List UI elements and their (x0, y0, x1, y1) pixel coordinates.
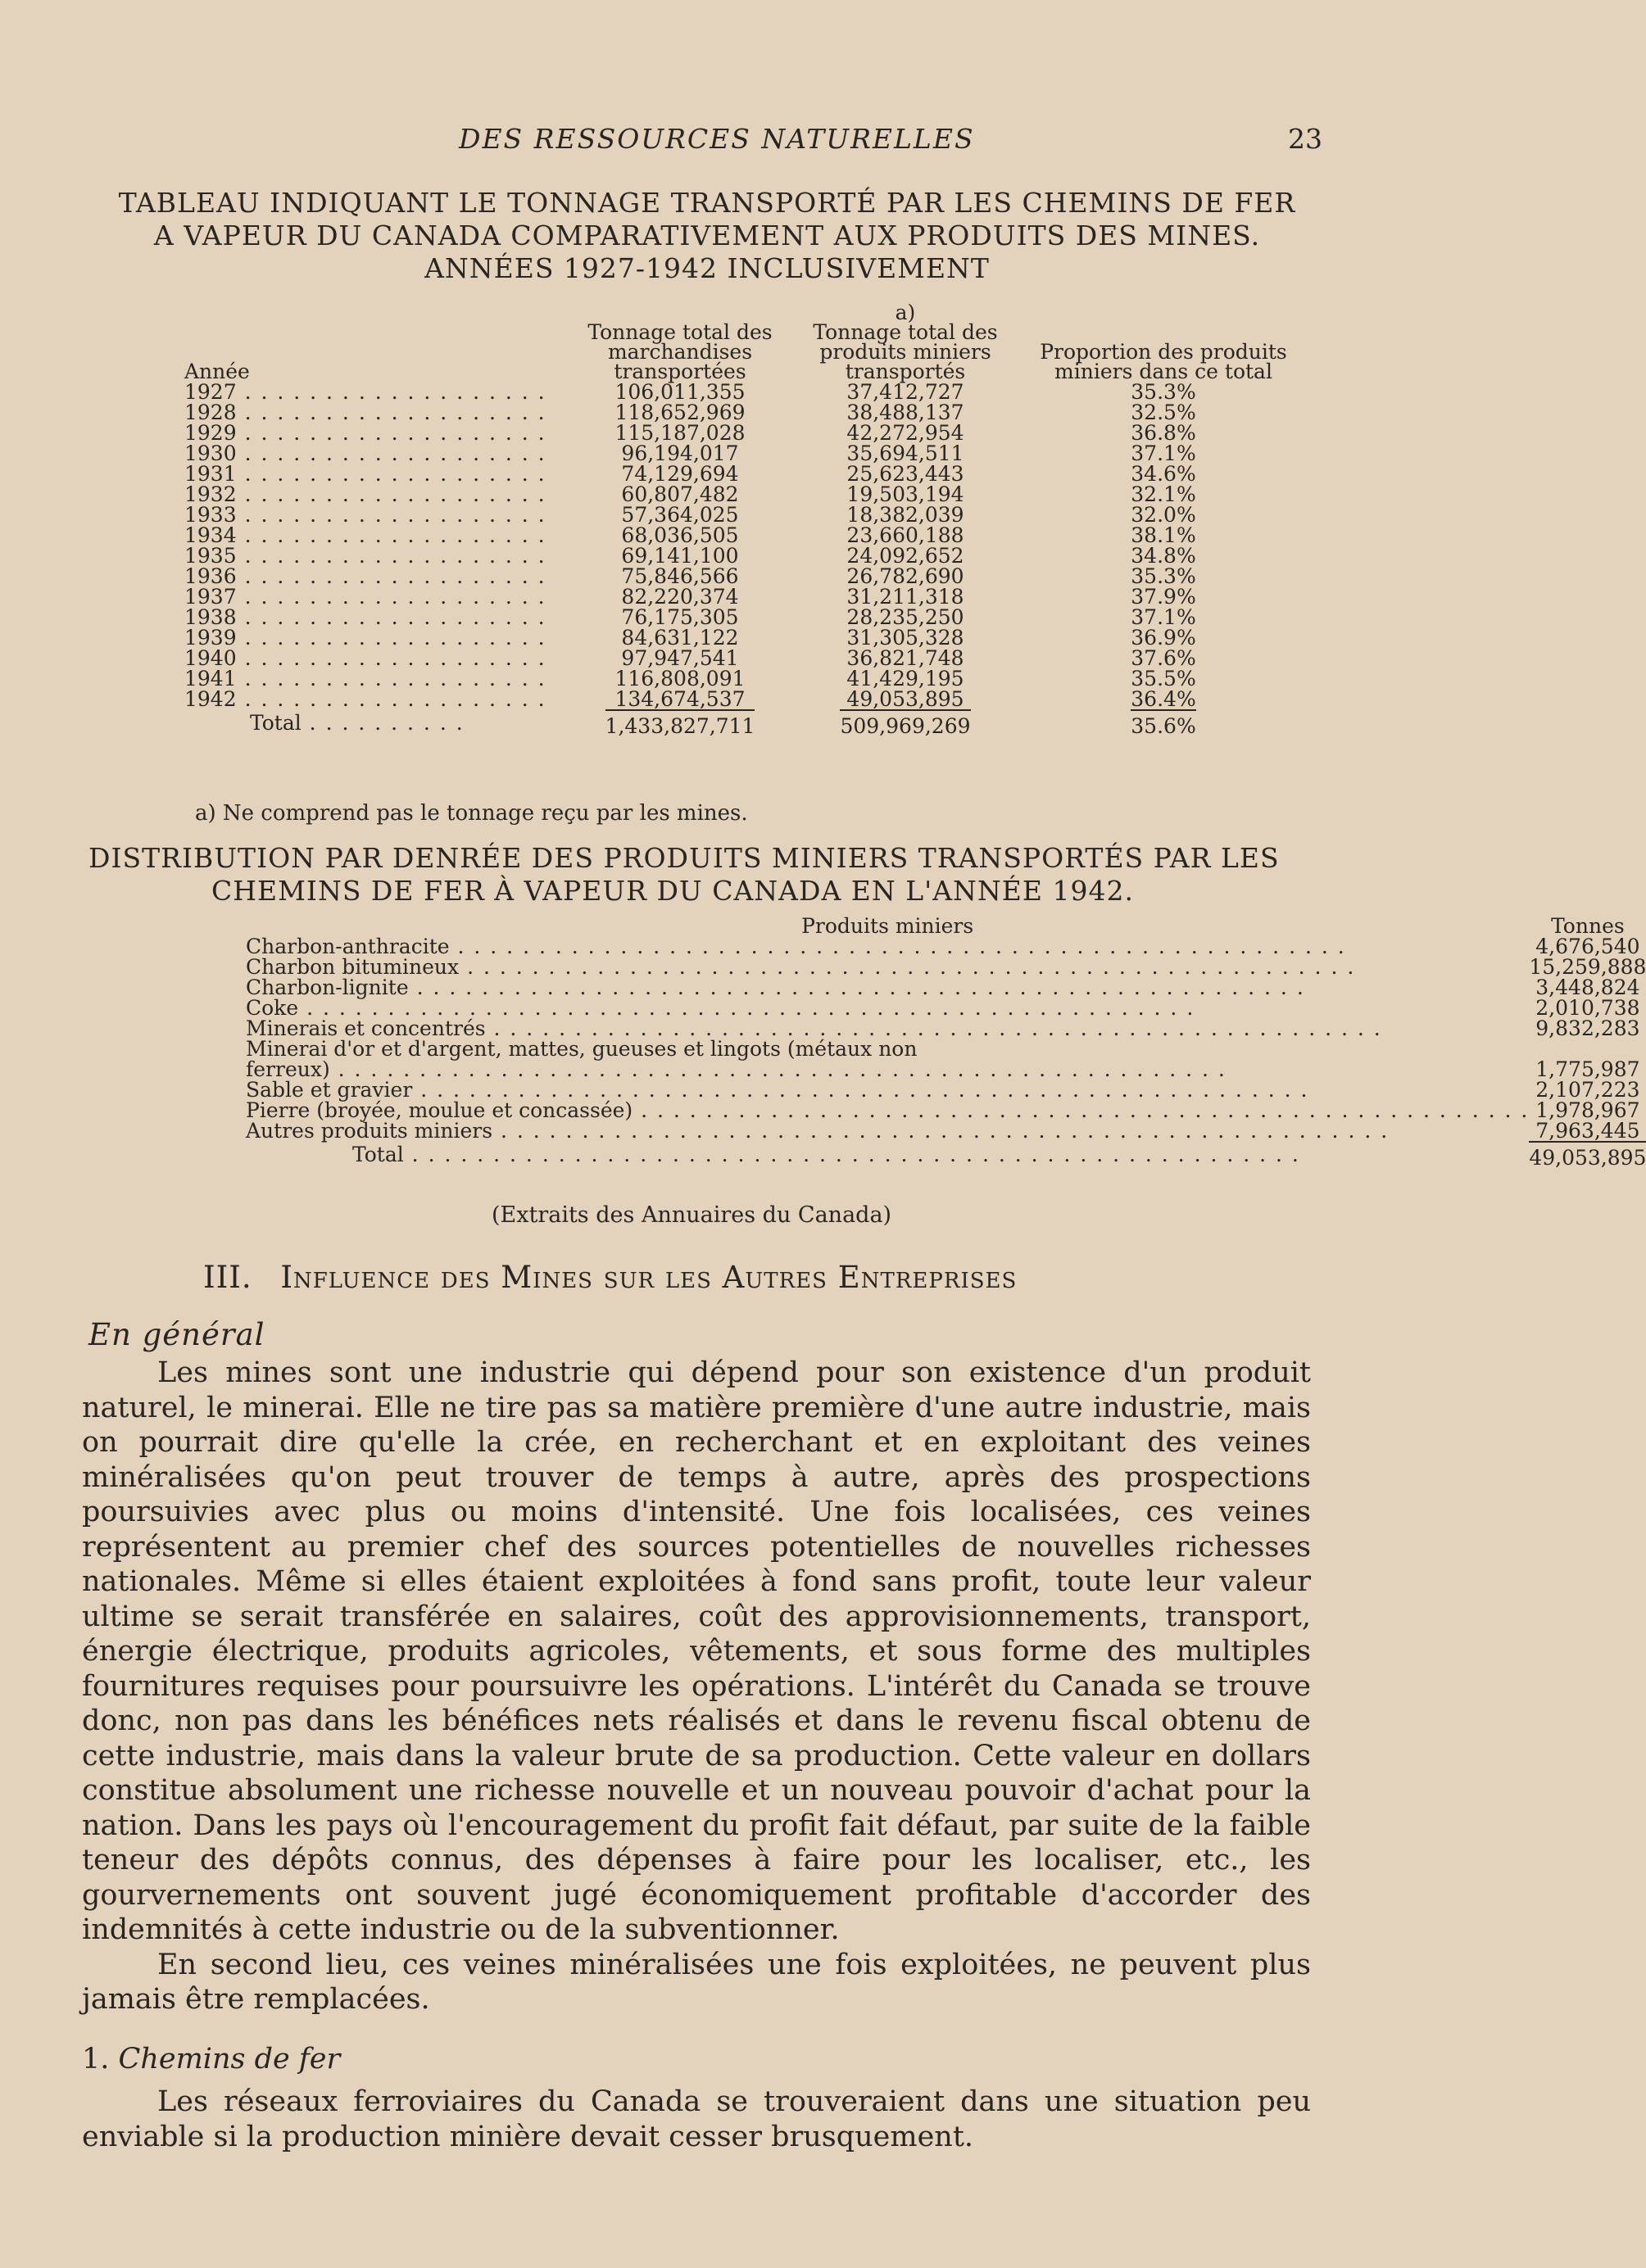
tons-cell: 2,107,223 (1535, 1078, 1640, 1102)
proportion-total: 35.6% (1131, 709, 1195, 736)
subheading-number: 1. (82, 2042, 110, 2076)
year-cell: 1933 (184, 503, 237, 527)
total-tonnage-cell: 82,220,374 (621, 585, 739, 609)
table-row: Minerais et concentrés . . . . . . . . . . . . . . . . . . . . . . . . . . . . . . . . . . . . . . . . . . . . . . . . . . . . . . . 9,832,283 (246, 1016, 1640, 1040)
year-cell: 1938 (184, 605, 237, 629)
proportion-cell: 34.6% (1131, 462, 1196, 486)
table-row: Charbon bitumineux . . . . . . . . . . . . . . . . . . . . . . . . . . . . . . . . . . . . . . . . . . . . . . . . . . . . . . . 15,259,888 (246, 955, 1646, 979)
table1-title-line: A VAPEUR DU CANADA COMPARATIVEMENT AUX PRODUITS DES MINES. (153, 220, 1261, 251)
paragraph: Les mines sont une industrie qui dépend pour son existence d'un produit naturel, le minerai. Elle ne tire pas sa matière première d'une autre industrie, mais on pourrait dire qu'elle la crée, en recherchant et en exploitant des veines minéralisées qu'on peut trouver de temps à autre, après des prospections poursuivies avec plus ou moins d'intensité. Une fois localisées, ces veines représentent au premier chef des sources potentielles de nouvelles richesses nationales. Même si elles étaient exploitées à fond sans profit, toute leur valeur ultime se serait transférée en salaires, coût des approvisionnements, transport, énergie électrique, produits agricoles, vêtements, et sous forme des multiples fournitures requises pour poursuivre les opérations. L'intérêt du Canada se trouve donc, non pas dans les bénéfices nets réalisés et dans le revenu fiscal obtenu de cette industrie, mais dans la valeur brute de sa production. Cette valeur en dollars constitue absolument une richesse nouvelle et un nouveau pouvoir d'achat pour la nation. Dans les pays où l'encouragement du profit fait défaut, par suite de la faible teneur des dépôts connus, des dépenses à faire pour les localiser, etc., les gourvernements ont souvent jugé économiquement profitable d'accorder des indemnités à cette industrie ou de la subventionner. (82, 1356, 1311, 1946)
year-cell: 1932 (184, 482, 237, 506)
proportion-cell: 32.1% (1131, 482, 1196, 506)
mineral-tonnage-cell: 36,821,748 (846, 646, 964, 670)
product-cell: Minerai d'or et d'argent, mattes, gueuses et lingots (métaux non (246, 1037, 918, 1061)
table-row: 1928 . . . . . . . . . . . . . . . . . . . 118,652,969 38,488,137 32.5% (184, 401, 1196, 424)
table-row: 1932 . . . . . . . . . . . . . . . . . . . 60,807,482 19,503,194 32.1% (184, 482, 1196, 506)
year-cell: 1929 (184, 421, 237, 445)
mineral-tonnage-cell: 31,305,328 (846, 626, 964, 650)
year-cell: 1936 (184, 564, 237, 588)
total-tonnage-cell: 116,808,091 (614, 667, 746, 690)
total-row: Total . . . . . . . . . . 1,433,827,711 509,969,269 35.6% (250, 711, 1196, 738)
footnote-marker: a) (895, 301, 916, 324)
table-row: 1934 . . . . . . . . . . . . . . . . . . . 68,036,505 23,660,188 38.1% (184, 523, 1196, 547)
page-header (0, 123, 1411, 164)
tons-cell: 1,978,967 (1535, 1098, 1640, 1122)
table-row: 1939 . . . . . . . . . . . . . . . . . . . 84,631,122 31,305,328 36.9% (184, 626, 1196, 650)
body-text (82, 1356, 1311, 2154)
table2-title-line: DISTRIBUTION PAR DENRÉE DES PRODUITS MINIERS TRANSPORTÉS PAR LES (88, 842, 1280, 874)
table-row: Pierre (broyée, moulue et concassée) . . . . . . . . . . . . . . . . . . . . . . . . . . . . . . . . . . . . . . . . . . . . . . . . . . . . . . . 1,978,967 (246, 1098, 1640, 1122)
product-cell: Charbon-anthracite (246, 935, 450, 958)
section-numeral: III. (203, 1260, 252, 1295)
total-tonnage-sum: 1,433,827,711 (605, 709, 755, 736)
proportion-cell: 36.4% (1131, 687, 1196, 711)
col-header-year: Année (184, 360, 250, 383)
total-tonnage-cell: 75,846,566 (621, 564, 739, 588)
proportion-cell: 32.0% (1131, 503, 1196, 527)
table1-title-line: ANNÉES 1927-1942 INCLUSIVEMENT (424, 252, 990, 284)
mineral-tonnage-cell: 18,382,039 (846, 503, 964, 527)
proportion-cell: 35.5% (1131, 667, 1196, 690)
commodity-table-body (246, 936, 1646, 1168)
col-header-mineral: a) Tonnage total des produits miniers transportés (782, 303, 1028, 382)
product-cell: ferreux) (246, 1057, 330, 1081)
mineral-tonnage-cell: 19,503,194 (846, 482, 964, 506)
year-cell: 1942 (184, 687, 237, 711)
total-row: Total . . . . . . . . . . . . . . . . . . . . . . . . . . . . . . . . . . . . . . . . . . . . . . . . . . . . . . . 49,053,895 (352, 1143, 1646, 1170)
mineral-tonnage-cell: 31,211,318 (846, 585, 964, 609)
table-row: Sable et gravier . . . . . . . . . . . . . . . . . . . . . . . . . . . . . . . . . . . . . . . . . . . . . . . . . . . . . . . 2,107,223 (246, 1078, 1640, 1102)
col-header-tons: Tonnes (1551, 914, 1625, 938)
table-row: 1931 . . . . . . . . . . . . . . . . . . . 74,129,694 25,623,443 34.6% (184, 462, 1196, 486)
commodity-table (246, 916, 1646, 1168)
tons-cell: 3,448,824 (1535, 976, 1640, 999)
proportion-cell: 37.9% (1131, 585, 1196, 609)
product-cell: Pierre (broyée, moulue et concassée) (246, 1098, 633, 1122)
tonnage-table (184, 303, 1299, 736)
proportion-cell: 37.6% (1131, 646, 1196, 670)
proportion-cell: 36.8% (1131, 421, 1196, 445)
running-head: DES RESSOURCES NATURELLES (459, 123, 975, 155)
paragraph: En second lieu, ces veines minéralisées une fois exploitées, ne peuvent plus jamais être remplacées. (82, 1948, 1311, 2016)
year-cell: 1928 (184, 401, 237, 424)
proportion-cell: 35.3% (1131, 380, 1196, 404)
proportion-cell: 34.8% (1131, 544, 1196, 568)
product-cell: Minerais et concentrés (246, 1016, 486, 1040)
tons-cell: 2,010,738 (1535, 996, 1640, 1020)
subheading-text: Chemins de fer (118, 2042, 341, 2076)
total-tonnage-cell: 68,036,505 (621, 523, 739, 547)
tons-cell: 1,775,987 (1535, 1057, 1640, 1081)
mineral-tonnage-cell: 42,272,954 (846, 421, 964, 445)
year-cell: 1939 (184, 626, 237, 650)
table-row: 1942 . . . . . . . . . . . . . . . . . . . 134,674,537 49,053,895 36.4% (184, 687, 1196, 711)
tonnage-table-body (184, 382, 1299, 736)
tons-cell: 7,963,445 (1535, 1119, 1640, 1143)
total-tonnage-cell: 97,947,541 (621, 646, 739, 670)
table-row: 1935 . . . . . . . . . . . . . . . . . . . 69,141,100 24,092,652 34.8% (184, 544, 1196, 568)
table-row: Charbon-lignite . . . . . . . . . . . . . . . . . . . . . . . . . . . . . . . . . . . . . . . . . . . . . . . . . . . . . . . 3,448,824 (246, 976, 1640, 999)
total-tonnage-cell: 106,011,355 (614, 380, 746, 404)
table-row (246, 1039, 1646, 1059)
col-header-pct: Proportion des produits miniers dans ce total (1040, 340, 1287, 383)
table-row: 1936 . . . . . . . . . . . . . . . . . . . 75,846,566 26,782,690 35.3% (184, 564, 1196, 588)
table-row: 1938 . . . . . . . . . . . . . . . . . . . 76,175,305 28,235,250 37.1% (184, 605, 1196, 629)
year-cell: 1941 (184, 667, 237, 690)
mineral-tonnage-sum: 509,969,269 (840, 709, 970, 736)
source-note: (Extraits des Annuaires du Canada) (492, 1202, 892, 1228)
table-row: 1929 . . . . . . . . . . . . . . . . . . . 115,187,028 42,272,954 36.8% (184, 421, 1196, 445)
col-header-product: Produits miniers (801, 914, 974, 938)
total-tonnage-cell: 74,129,694 (621, 462, 739, 486)
section-heading (203, 1260, 1017, 1295)
paragraph: Les réseaux ferroviaires du Canada se trouveraient dans une situation peu enviable si la production minière devait cesser brusquement. (82, 2085, 1311, 2153)
mineral-tonnage-cell: 28,235,250 (846, 605, 964, 629)
total-tonnage-cell: 115,187,028 (614, 421, 746, 445)
year-cell: 1930 (184, 441, 237, 465)
tons-cell: 15,259,888 (1529, 955, 1646, 979)
tons-total: 49,053,895 (1529, 1141, 1646, 1168)
table-row: 1930 . . . . . . . . . . . . . . . . . . . 96,194,017 35,694,511 37.1% (184, 441, 1196, 465)
section-title-text: Influence des Mines sur les Autres Entreprises (280, 1260, 1018, 1295)
proportion-cell: 36.9% (1131, 626, 1196, 650)
table-row: 1941 . . . . . . . . . . . . . . . . . . . 116,808,091 41,429,195 35.5% (184, 667, 1196, 690)
subheading-railways (82, 2042, 1311, 2077)
tons-cell: 4,676,540 (1535, 935, 1640, 958)
mineral-tonnage-cell: 23,660,188 (846, 523, 964, 547)
total-tonnage-cell: 76,175,305 (621, 605, 739, 629)
year-cell: 1940 (184, 646, 237, 670)
product-cell: Autres produits miniers (246, 1119, 493, 1143)
mineral-tonnage-cell: 37,412,727 (846, 380, 964, 404)
year-cell: 1937 (184, 585, 237, 609)
proportion-cell: 35.3% (1131, 564, 1196, 588)
product-cell: Sable et gravier (246, 1078, 413, 1102)
total-tonnage-cell: 60,807,482 (621, 482, 739, 506)
total-tonnage-cell: 96,194,017 (621, 441, 739, 465)
page-number: 23 (1288, 123, 1322, 155)
table2-title (88, 842, 1326, 908)
total-tonnage-cell: 84,631,122 (621, 626, 739, 650)
col-header-total: Tonnage total des marchandises transportées (587, 320, 773, 383)
table1-title-line: TABLEAU INDIQUANT LE TONNAGE TRANSPORTÉ PAR LES CHEMINS DE FER (118, 187, 1296, 219)
year-cell: 1927 (184, 380, 237, 404)
year-cell: 1934 (184, 523, 237, 547)
total-tonnage-cell: 69,141,100 (621, 544, 739, 568)
year-cell: 1935 (184, 544, 237, 568)
table2-title-line: CHEMINS DE FER À VAPEUR DU CANADA EN L'ANNÉE 1942. (211, 875, 1134, 907)
mineral-tonnage-cell: 25,623,443 (846, 462, 964, 486)
product-cell: Charbon bitumineux (246, 955, 460, 979)
total-tonnage-cell: 134,674,537 (614, 687, 746, 711)
mineral-tonnage-cell: 35,694,511 (846, 441, 964, 465)
table1-title (88, 187, 1326, 285)
total-tonnage-cell: 57,364,025 (621, 503, 739, 527)
table-row: Coke . . . . . . . . . . . . . . . . . . . . . . . . . . . . . . . . . . . . . . . . . . . . . . . . . . . . . . . 2,010,738 (246, 996, 1640, 1020)
year-cell: 1931 (184, 462, 237, 486)
mineral-tonnage-cell: 24,092,652 (846, 544, 964, 568)
total-label: Total (352, 1143, 404, 1166)
product-cell: Charbon-lignite (246, 976, 409, 999)
table-row: 1940 . . . . . . . . . . . . . . . . . . . 97,947,541 36,821,748 37.6% (184, 646, 1196, 670)
mineral-tonnage-cell: 26,782,690 (846, 564, 964, 588)
table-row: Autres produits miniers . . . . . . . . . . . . . . . . . . . . . . . . . . . . . . . . . . . . . . . . . . . . . . . . . . . . . . . 7,963,445 (246, 1119, 1640, 1143)
proportion-cell: 37.1% (1131, 441, 1196, 465)
table-row: ferreux) . . . . . . . . . . . . . . . . . . . . . . . . . . . . . . . . . . . . . . . . . . . . . . . . . . . . . . . 1,775,987 (246, 1057, 1640, 1081)
tons-cell: 9,832,283 (1535, 1016, 1640, 1040)
table-row: 1933 . . . . . . . . . . . . . . . . . . . 57,364,025 18,382,039 32.0% (184, 503, 1196, 527)
table-row: Charbon-anthracite . . . . . . . . . . . . . . . . . . . . . . . . . . . . . . . . . . . . . . . . . . . . . . . . . . . . . . . 4,676,540 (246, 935, 1640, 958)
table-row: 1937 . . . . . . . . . . . . . . . . . . . 82,220,374 31,211,318 37.9% (184, 585, 1196, 609)
total-tonnage-cell: 118,652,969 (614, 401, 746, 424)
mineral-tonnage-cell: 49,053,895 (846, 687, 964, 711)
proportion-cell: 38.1% (1131, 523, 1196, 547)
proportion-cell: 32.5% (1131, 401, 1196, 424)
product-cell: Coke (246, 996, 299, 1020)
proportion-cell: 37.1% (1131, 605, 1196, 629)
mineral-tonnage-cell: 38,488,137 (846, 401, 964, 424)
subheading-general: En général (88, 1317, 265, 1352)
table1-footnote: a) Ne comprend pas le tonnage reçu par les mines. (195, 801, 748, 826)
total-label: Total (250, 711, 302, 735)
table-row: 1927 . . . . . . . . . . . . . . . . . . . 106,011,355 37,412,727 35.3% (184, 380, 1196, 404)
mineral-tonnage-cell: 41,429,195 (846, 667, 964, 690)
